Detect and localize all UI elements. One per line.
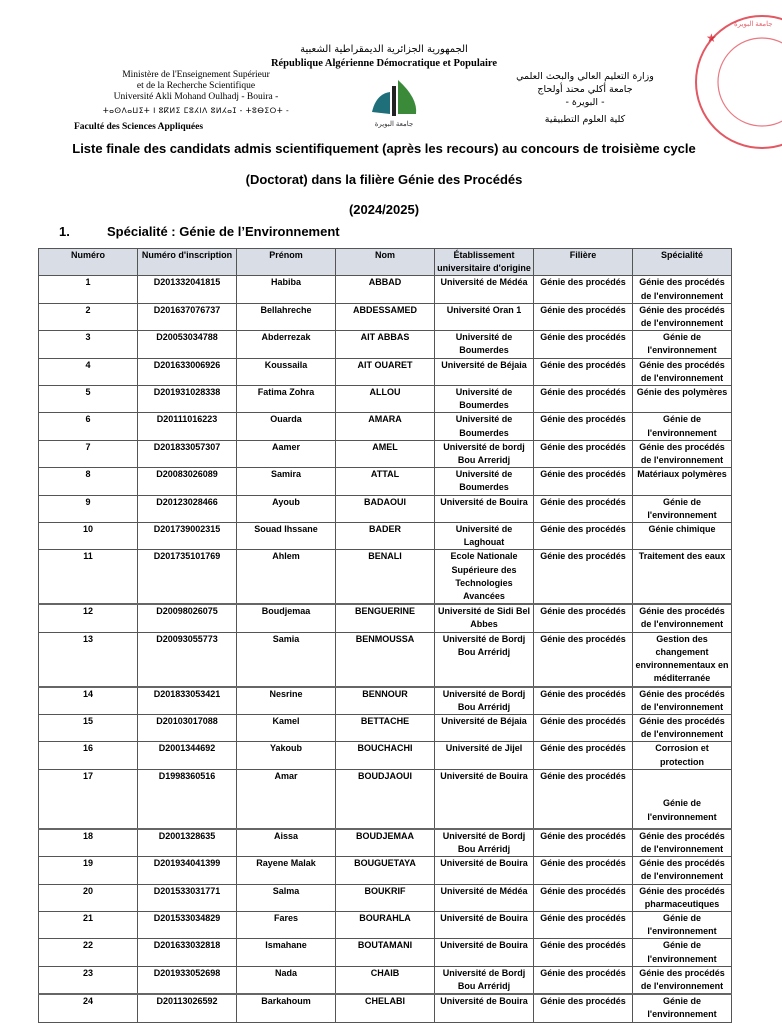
cell-specialite: Génie des procédés de l'environnement: [633, 714, 732, 741]
cell-numero: 24: [39, 994, 138, 1022]
table-row: [39, 994, 732, 1022]
cell-inscription: D201633032818: [138, 939, 237, 966]
cell-specialite: Génie des procédés de l'environnement: [633, 358, 732, 385]
cell-prenom: Samia: [237, 632, 336, 686]
cell-filiere: Génie des procédés: [534, 769, 633, 829]
cell-nom: BOUKRIF: [336, 884, 435, 911]
table-row: [39, 413, 732, 440]
ministry-line-2: et de la Recherche Scientifique: [136, 81, 256, 91]
cell-filiere: Génie des procédés: [534, 939, 633, 966]
cell-inscription: D201332041815: [138, 276, 237, 303]
document-title-line-2: (Doctorat) dans la filière Génie des Procédés: [245, 172, 523, 187]
cell-filiere: Génie des procédés: [534, 276, 633, 303]
cell-etablissement: Université de Bouira: [435, 769, 534, 829]
cell-etablissement: Université de Bordj Bou Arréridj: [435, 966, 534, 994]
cell-specialite: Génie de l'environnement: [633, 994, 732, 1022]
cell-numero: 3: [39, 331, 138, 358]
table-row: [39, 523, 732, 550]
cell-inscription: D201934041399: [138, 857, 237, 884]
col-numero: Numéro: [39, 249, 138, 276]
cell-specialite: Génie des procédés de l'environnement: [633, 276, 732, 303]
cell-specialite: Génie des procédés de l'environnement: [633, 303, 732, 330]
cell-numero: 20: [39, 884, 138, 911]
cell-filiere: Génie des procédés: [534, 495, 633, 522]
cell-etablissement: Université de Bouira: [435, 495, 534, 522]
cell-specialite: Génie de l'environnement: [633, 495, 732, 522]
cell-etablissement: Université de Sidi Bel Abbes: [435, 604, 534, 632]
cell-inscription: D20083026089: [138, 468, 237, 495]
cell-filiere: Génie des procédés: [534, 331, 633, 358]
cell-numero: 14: [39, 687, 138, 715]
table-row: [39, 386, 732, 413]
cell-numero: 5: [39, 386, 138, 413]
cell-etablissement: Université de Boumerdes: [435, 386, 534, 413]
cell-numero: 21: [39, 911, 138, 938]
cell-inscription: D20123028466: [138, 495, 237, 522]
cell-numero: 23: [39, 966, 138, 994]
col-etablissement: Établissement universitaire d'origine: [435, 249, 534, 276]
cell-specialite: Génie des polymères: [633, 386, 732, 413]
cell-specialite: Génie des procédés de l'environnement: [633, 687, 732, 715]
cell-etablissement: Université de Bordj Bou Arréridj: [435, 632, 534, 686]
cell-prenom: Ayoub: [237, 495, 336, 522]
cell-specialite: Génie des procédés de l'environnement: [633, 604, 732, 632]
cell-filiere: Génie des procédés: [534, 994, 633, 1022]
cell-specialite: Génie de l'environnement: [633, 911, 732, 938]
cell-nom: BOURAHLA: [336, 911, 435, 938]
cell-inscription: D2001344692: [138, 742, 237, 769]
cell-nom: BADER: [336, 523, 435, 550]
cell-numero: 18: [39, 829, 138, 857]
cell-nom: ABDESSAMED: [336, 303, 435, 330]
table-row: [39, 884, 732, 911]
cell-inscription: D201533031771: [138, 884, 237, 911]
cell-inscription: D20098026075: [138, 604, 237, 632]
document-title-year: (2024/2025): [348, 202, 420, 217]
col-filiere: Filière: [534, 249, 633, 276]
cell-specialite: Génie des procédés de l'environnement: [633, 966, 732, 994]
cell-numero: 4: [39, 358, 138, 385]
table-row: [39, 966, 732, 994]
cell-filiere: Génie des procédés: [534, 550, 633, 604]
cell-filiere: Génie des procédés: [534, 413, 633, 440]
table-row: [39, 714, 732, 741]
cell-numero: 16: [39, 742, 138, 769]
cell-etablissement: Université de Boumerdes: [435, 413, 534, 440]
cell-filiere: Génie des procédés: [534, 687, 633, 715]
cell-numero: 22: [39, 939, 138, 966]
university-line: Université Akli Mohand Oulhadj - Bouira -: [113, 92, 279, 102]
cell-numero: 8: [39, 468, 138, 495]
cell-nom: ATTAL: [336, 468, 435, 495]
cell-numero: 10: [39, 523, 138, 550]
cell-prenom: Rayene Malak: [237, 857, 336, 884]
cell-filiere: Génie des procédés: [534, 386, 633, 413]
cell-filiere: Génie des procédés: [534, 440, 633, 467]
section-number: 1.: [59, 224, 70, 239]
candidates-table: [38, 248, 732, 1023]
cell-nom: BOUGUETAYA: [336, 857, 435, 884]
table-row: [39, 742, 732, 769]
cell-inscription: D201735101769: [138, 550, 237, 604]
cell-prenom: Ouarda: [237, 413, 336, 440]
cell-inscription: D201633006926: [138, 358, 237, 385]
cell-specialite: Matériaux polymères: [633, 468, 732, 495]
cell-filiere: Génie des procédés: [534, 911, 633, 938]
cell-numero: 13: [39, 632, 138, 686]
cell-numero: 6: [39, 413, 138, 440]
cell-numero: 19: [39, 857, 138, 884]
star-icon: ★: [706, 31, 717, 45]
stamp-text: جامعة البويرة: [734, 21, 773, 28]
table-row: [39, 468, 732, 495]
cell-etablissement: Université de Boumerdes: [435, 331, 534, 358]
cell-filiere: Génie des procédés: [534, 358, 633, 385]
table-row: [39, 829, 732, 857]
ministry-line-ar: وزارة التعليم العالي والبحث العلمي: [516, 71, 654, 82]
cell-specialite: Génie des procédés de l'environnement: [633, 440, 732, 467]
cell-filiere: Génie des procédés: [534, 829, 633, 857]
cell-prenom: Fares: [237, 911, 336, 938]
cell-inscription: D2001328635: [138, 829, 237, 857]
cell-specialite: Génie de l'environnement: [633, 413, 732, 440]
cell-prenom: Nada: [237, 966, 336, 994]
cell-filiere: Génie des procédés: [534, 714, 633, 741]
table-row: [39, 632, 732, 686]
letterhead-right: [485, 70, 685, 126]
table-row: [39, 495, 732, 522]
cell-inscription: D20113026592: [138, 994, 237, 1022]
cell-etablissement: Université de Bouira: [435, 994, 534, 1022]
cell-prenom: Amar: [237, 769, 336, 829]
cell-specialite: Traitement des eaux: [633, 550, 732, 604]
cell-filiere: Génie des procédés: [534, 966, 633, 994]
cell-specialite: Génie des procédés de l'environnement: [633, 829, 732, 857]
ministry-line-1: Ministère de l'Enseignement Supérieur: [122, 70, 270, 80]
cell-numero: 7: [39, 440, 138, 467]
document-title-line-1: Liste finale des candidats admis scientifiquement (après les recours) au concours de troisième cycle: [72, 141, 696, 156]
french-republic-header: République Algérienne Démocratique et Populaire: [270, 58, 498, 69]
cell-prenom: Yakoub: [237, 742, 336, 769]
table-row: [39, 769, 732, 829]
cell-prenom: Habiba: [237, 276, 336, 303]
table-row: [39, 939, 732, 966]
cell-inscription: D201533034829: [138, 911, 237, 938]
cell-nom: AIT ABBAS: [336, 331, 435, 358]
logo-caption: جامعة البويرة: [374, 121, 414, 128]
cell-inscription: D201933052698: [138, 966, 237, 994]
cell-specialite: Génie des procédés pharmaceutiques: [633, 884, 732, 911]
cell-prenom: Aissa: [237, 829, 336, 857]
table-row: [39, 331, 732, 358]
cell-filiere: Génie des procédés: [534, 857, 633, 884]
cell-specialite: Corrosion et protection: [633, 742, 732, 769]
cell-prenom: Kamel: [237, 714, 336, 741]
cell-inscription: D201833053421: [138, 687, 237, 715]
faculty-line-ar: كلية العلوم التطبيقية: [544, 114, 626, 125]
cell-numero: 9: [39, 495, 138, 522]
cell-nom: AMEL: [336, 440, 435, 467]
cell-specialite: Gestion des changement environnementaux en méditerranée: [633, 632, 732, 686]
cell-nom: BOUTAMANI: [336, 939, 435, 966]
arabic-republic-header: الجمهورية الجزائرية الديمقراطية الشعبية: [300, 44, 468, 55]
cell-nom: BADAOUI: [336, 495, 435, 522]
cell-etablissement: Ecole Nationale Supérieure des Technologies Avancées: [435, 550, 534, 604]
table-row: [39, 911, 732, 938]
letterhead-left: [66, 70, 326, 133]
cell-nom: AMARA: [336, 413, 435, 440]
cell-etablissement: Université de bordj Bou Arreridj: [435, 440, 534, 467]
cell-inscription: D20111016223: [138, 413, 237, 440]
cell-numero: 15: [39, 714, 138, 741]
cell-nom: BOUDJEMAA: [336, 829, 435, 857]
cell-prenom: Abderrezak: [237, 331, 336, 358]
cell-etablissement: Université de Bouira: [435, 939, 534, 966]
cell-nom: CHAIB: [336, 966, 435, 994]
cell-etablissement: Université de Bouira: [435, 857, 534, 884]
col-inscription: Numéro d'inscription: [138, 249, 237, 276]
cell-specialite: Génie de l'environnement: [633, 769, 732, 829]
cell-prenom: Aamer: [237, 440, 336, 467]
cell-specialite: Génie des procédés de l'environnement: [633, 857, 732, 884]
cell-etablissement: Université de Médéa: [435, 884, 534, 911]
section-title: Spécialité : Génie de l’Environnement: [107, 224, 340, 239]
cell-numero: 1: [39, 276, 138, 303]
cell-etablissement: Université de Boumerdes: [435, 468, 534, 495]
table-row: [39, 358, 732, 385]
cell-numero: 11: [39, 550, 138, 604]
cell-etablissement: Université de Médéa: [435, 276, 534, 303]
cell-inscription: D20093055773: [138, 632, 237, 686]
table-row: [39, 687, 732, 715]
cell-etablissement: Université Oran 1: [435, 303, 534, 330]
cell-filiere: Génie des procédés: [534, 742, 633, 769]
col-nom: Nom: [336, 249, 435, 276]
cell-prenom: Ismahane: [237, 939, 336, 966]
table-row: [39, 857, 732, 884]
faculty-line: Faculté des Sciences Appliquées: [74, 122, 204, 132]
table-row: [39, 550, 732, 604]
cell-nom: ABBAD: [336, 276, 435, 303]
cell-specialite: Génie chimique: [633, 523, 732, 550]
cell-nom: CHELABI: [336, 994, 435, 1022]
cell-prenom: Salma: [237, 884, 336, 911]
cell-prenom: Bellahreche: [237, 303, 336, 330]
cell-specialite: Génie de l'environnement: [633, 331, 732, 358]
table-row: [39, 276, 732, 303]
cell-prenom: Souad Ihssane: [237, 523, 336, 550]
table-row: [39, 604, 732, 632]
cell-nom: AIT OUARET: [336, 358, 435, 385]
cell-nom: BENGUERINE: [336, 604, 435, 632]
cell-inscription: D201931028338: [138, 386, 237, 413]
cell-prenom: Nesrine: [237, 687, 336, 715]
university-logo: [366, 72, 422, 132]
cell-inscription: D201739002315: [138, 523, 237, 550]
col-prenom: Prénom: [237, 249, 336, 276]
cell-inscription: D201833057307: [138, 440, 237, 467]
table-header-row: [39, 249, 732, 276]
table-row: [39, 303, 732, 330]
city-line-ar: - البويرة -: [565, 97, 605, 108]
cell-numero: 2: [39, 303, 138, 330]
cell-prenom: Ahlem: [237, 550, 336, 604]
section-heading: [59, 224, 340, 239]
cell-inscription: D1998360516: [138, 769, 237, 829]
cell-inscription: D20103017088: [138, 714, 237, 741]
tifinagh-line: ⵜⴰⵙⴷⴰⵡⵉⵜ ⵏ ⵓⴽⵍⵉ ⵎⵓⵃⵏⴷ ⵓⵍⵃⴰⵊ - ⵜⵓⴱⵉⵔⵜ -: [102, 106, 290, 115]
cell-prenom: Fatima Zohra: [237, 386, 336, 413]
cell-prenom: Boudjemaa: [237, 604, 336, 632]
cell-etablissement: Université de Bordj Bou Arréridj: [435, 687, 534, 715]
cell-prenom: Samira: [237, 468, 336, 495]
cell-filiere: Génie des procédés: [534, 632, 633, 686]
cell-etablissement: Université de Béjaia: [435, 358, 534, 385]
cell-numero: 17: [39, 769, 138, 829]
cell-inscription: D201637076737: [138, 303, 237, 330]
cell-specialite: Génie de l'environnement: [633, 939, 732, 966]
cell-filiere: Génie des procédés: [534, 604, 633, 632]
cell-prenom: Koussaila: [237, 358, 336, 385]
cell-nom: BETTACHE: [336, 714, 435, 741]
cell-nom: ALLOU: [336, 386, 435, 413]
cell-etablissement: Université de Bordj Bou Arréridj: [435, 829, 534, 857]
cell-inscription: D20053034788: [138, 331, 237, 358]
cell-nom: BENNOUR: [336, 687, 435, 715]
cell-etablissement: Université de Jijel: [435, 742, 534, 769]
cell-etablissement: Université de Bouira: [435, 911, 534, 938]
cell-nom: BOUDJAOUI: [336, 769, 435, 829]
cell-prenom: Barkahoum: [237, 994, 336, 1022]
table-row: [39, 440, 732, 467]
cell-filiere: Génie des procédés: [534, 884, 633, 911]
cell-etablissement: Université de Laghouat: [435, 523, 534, 550]
cell-filiere: Génie des procédés: [534, 303, 633, 330]
cell-nom: BENALI: [336, 550, 435, 604]
cell-nom: BOUCHACHI: [336, 742, 435, 769]
table-body: [39, 276, 732, 1022]
cell-filiere: Génie des procédés: [534, 468, 633, 495]
cell-etablissement: Université de Béjaia: [435, 714, 534, 741]
cell-filiere: Génie des procédés: [534, 523, 633, 550]
cell-numero: 12: [39, 604, 138, 632]
cell-nom: BENMOUSSA: [336, 632, 435, 686]
university-line-ar: جامعة أكلي محند أولحاج: [537, 84, 633, 95]
col-specialite: Spécialité: [633, 249, 732, 276]
